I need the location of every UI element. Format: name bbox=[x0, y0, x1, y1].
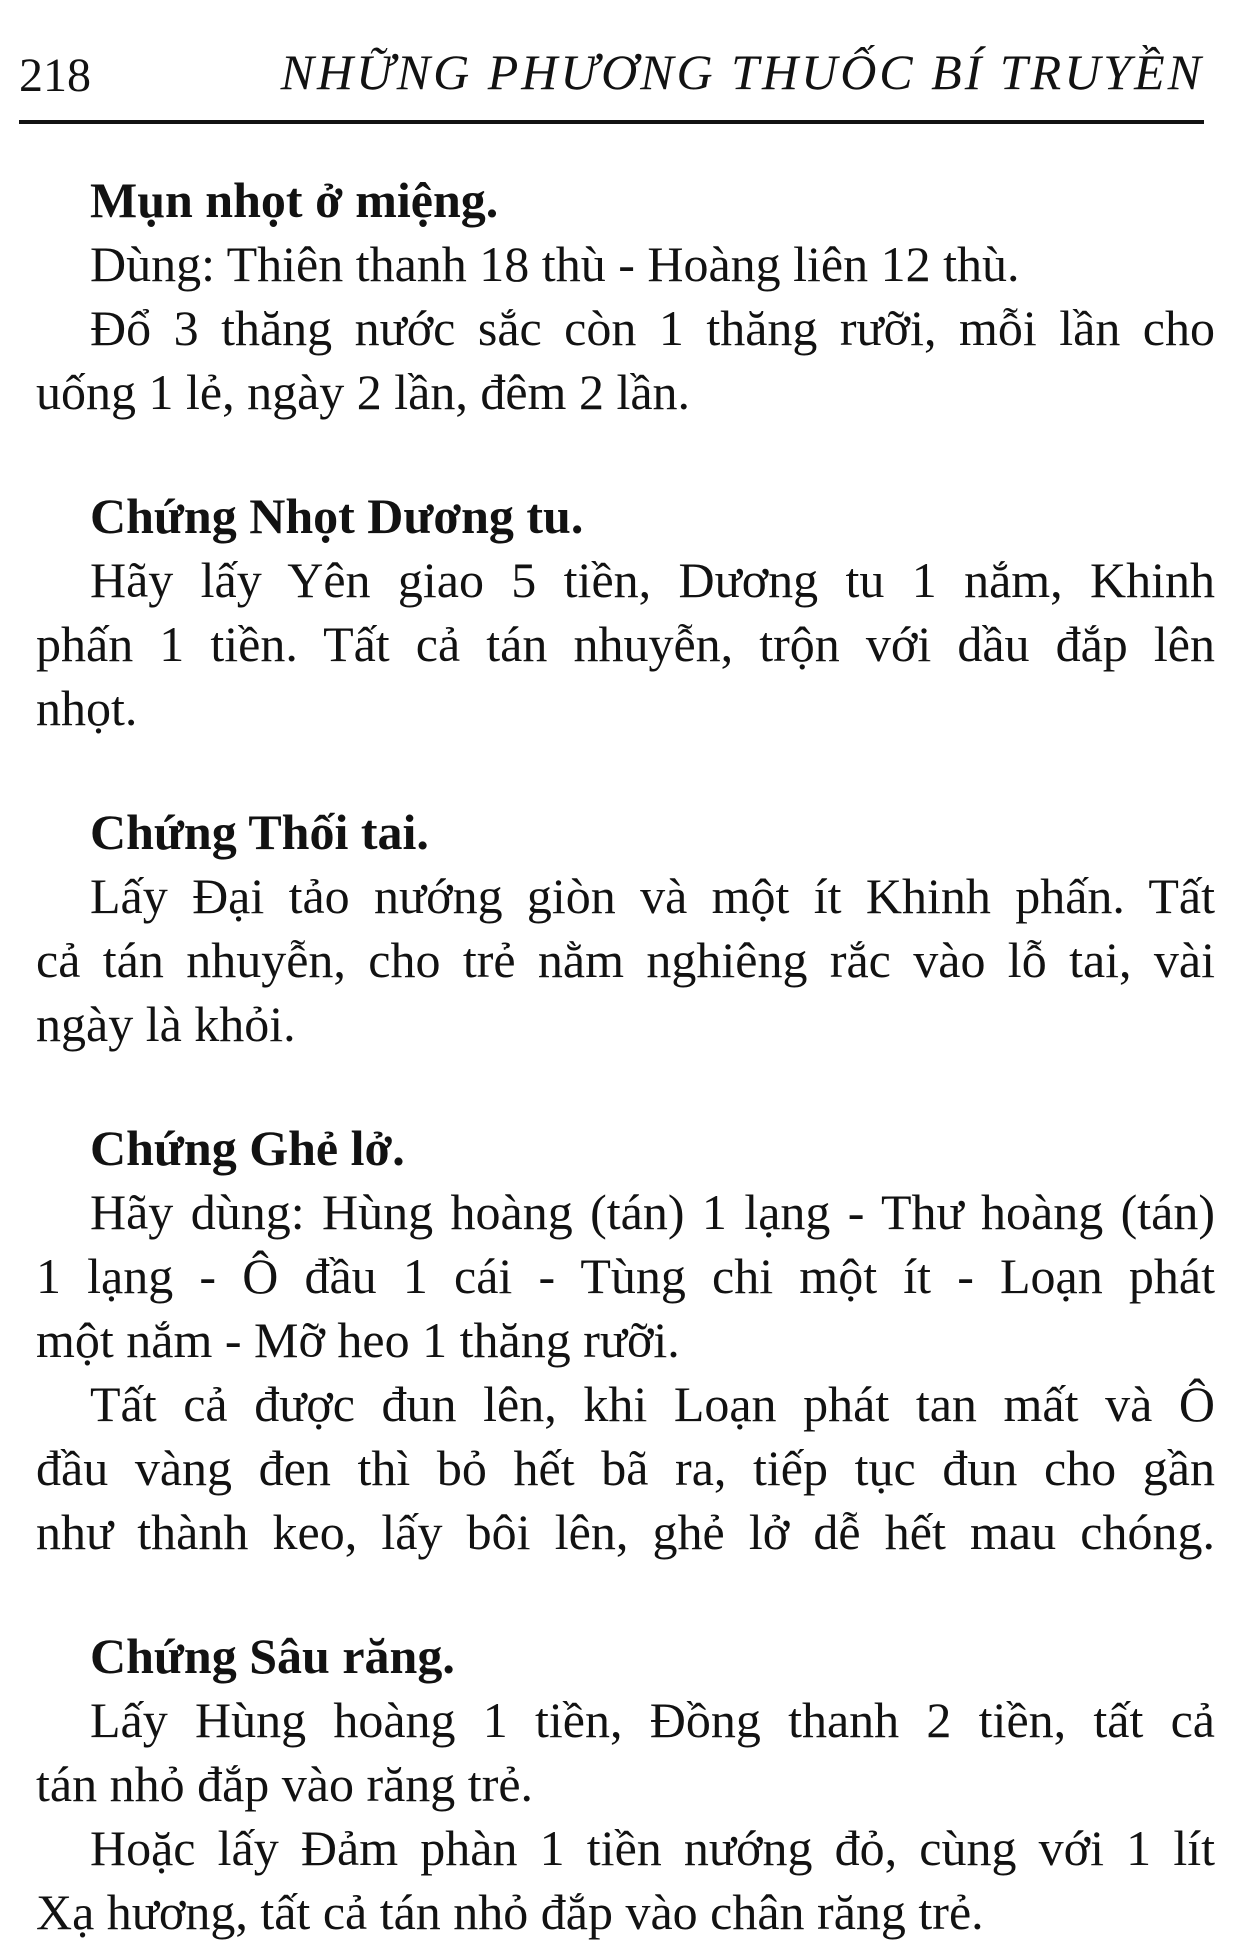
text-line: đầu vàng đen thì bỏ hết bã ra, tiếp tục đun cho gần bbox=[36, 1440, 1215, 1496]
text-line: cả tán nhuyễn, cho trẻ nằm nghiêng rắc vào lỗ tai, vài bbox=[36, 932, 1215, 988]
text-line: uống 1 lẻ, ngày 2 lần, đêm 2 lần. bbox=[36, 364, 691, 420]
section-heading: Chứng Nhọt Dương tu. bbox=[90, 488, 584, 544]
text-line: Hoặc lấy Đảm phàn 1 tiền nướng đỏ, cùng với 1 lít bbox=[90, 1820, 1215, 1876]
paragraph bbox=[36, 232, 1215, 296]
page-body bbox=[36, 168, 1215, 1944]
section-sau-rang bbox=[36, 1624, 1215, 1944]
section-ghe-lo bbox=[36, 1116, 1215, 1564]
section-heading: Chứng Ghẻ lở. bbox=[90, 1120, 405, 1176]
section-heading: Chứng Thối tai. bbox=[90, 804, 429, 860]
text-line: như thành keo, lấy bôi lên, ghẻ lở dễ hết mau chóng. bbox=[36, 1504, 1215, 1560]
paragraph bbox=[36, 1688, 1215, 1816]
section-thoi-tai bbox=[36, 800, 1215, 1056]
text-line: Dùng: Thiên thanh 18 thù - Hoàng liên 12 thù. bbox=[90, 236, 1020, 292]
paragraph bbox=[36, 864, 1215, 1056]
text-line: Tất cả được đun lên, khi Loạn phát tan mất và Ô bbox=[90, 1376, 1215, 1432]
text-line: 1 lạng - Ô đầu 1 cái - Tùng chi một ít - Loạn phát bbox=[36, 1248, 1215, 1304]
text-line: một nắm - Mỡ heo 1 thăng rưỡi. bbox=[36, 1312, 680, 1368]
header-rule bbox=[19, 120, 1204, 124]
section-nhot-duong-tu bbox=[36, 484, 1215, 740]
section-heading: Chứng Sâu răng. bbox=[90, 1628, 455, 1684]
paragraph bbox=[36, 548, 1215, 740]
text-line: Lấy Đại tảo nướng giòn và một ít Khinh phấn. Tất bbox=[90, 868, 1215, 924]
text-line: tán nhỏ đắp vào răng trẻ. bbox=[36, 1756, 534, 1812]
text-line: Hãy dùng: Hùng hoàng (tán) 1 lạng - Thư hoàng (tán) bbox=[90, 1184, 1215, 1240]
section-mun-nhot-o-mieng bbox=[36, 168, 1215, 424]
section-heading: Mụn nhọt ở miệng. bbox=[90, 172, 499, 228]
text-line: Đổ 3 thăng nước sắc còn 1 thăng rưỡi, mỗi lần cho bbox=[90, 300, 1215, 356]
paragraph bbox=[36, 1816, 1215, 1944]
page-number: 218 bbox=[19, 49, 91, 102]
text-line: Lấy Hùng hoàng 1 tiền, Đồng thanh 2 tiền, tất cả bbox=[90, 1692, 1215, 1748]
text-line: phấn 1 tiền. Tất cả tán nhuyễn, trộn với dầu đắp lên bbox=[36, 616, 1215, 672]
paragraph bbox=[36, 1372, 1215, 1564]
text-line: nhọt. bbox=[36, 680, 138, 736]
paragraph bbox=[36, 1180, 1215, 1372]
running-title: NHỮNG PHƯƠNG THUỐC BÍ TRUYỀN bbox=[280, 44, 1204, 100]
text-line: Hãy lấy Yên giao 5 tiền, Dương tu 1 nắm, Khinh bbox=[90, 552, 1215, 608]
paragraph bbox=[36, 296, 1215, 424]
text-line: Xạ hương, tất cả tán nhỏ đắp vào chân răng trẻ. bbox=[36, 1884, 984, 1940]
text-line: ngày là khỏi. bbox=[36, 996, 296, 1052]
